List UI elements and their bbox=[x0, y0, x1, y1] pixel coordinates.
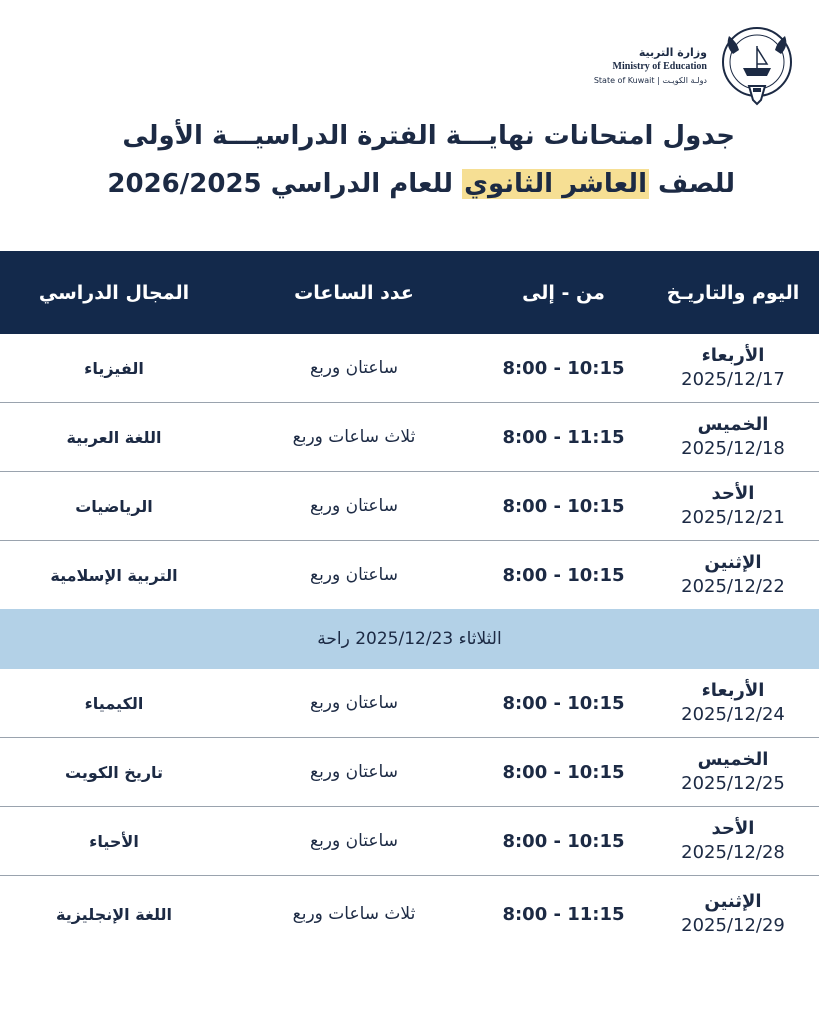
time-range: 8:00 - 10:15 bbox=[480, 738, 647, 807]
ministry-name-en: Ministry of Education bbox=[612, 60, 707, 72]
time-range: 8:00 - 10:15 bbox=[480, 669, 647, 738]
grade-highlight: العاشر الثانوي bbox=[464, 169, 647, 199]
header-time-range: من - إلى bbox=[480, 251, 647, 334]
table-row bbox=[0, 669, 819, 738]
title-suffix: للعام الدراسي bbox=[261, 169, 463, 199]
time-range: 8:00 - 11:15 bbox=[502, 903, 625, 925]
table-row bbox=[0, 807, 819, 876]
exam-date: 2025/12/25 bbox=[681, 773, 785, 794]
time-range: 8:00 - 10:15 bbox=[502, 564, 625, 586]
table-row bbox=[0, 403, 819, 472]
day-cell bbox=[647, 669, 819, 738]
subject: اللغة العربية bbox=[0, 403, 228, 472]
subject: تاريخ الكويت bbox=[0, 738, 228, 807]
title-prefix: للصف bbox=[648, 169, 735, 199]
page-title bbox=[75, 112, 735, 208]
kuwait-emblem-icon bbox=[719, 24, 795, 106]
table-row bbox=[0, 334, 819, 403]
time-range: 8:00 - 10:15 bbox=[480, 334, 647, 403]
subject: الكيمياء bbox=[0, 669, 228, 738]
day-cell bbox=[647, 403, 819, 472]
subject: اللغة الإنجليزية bbox=[56, 904, 172, 924]
exam-schedule-table bbox=[0, 251, 819, 952]
subject: الأحياء bbox=[0, 807, 228, 876]
day-cell bbox=[647, 472, 819, 541]
table-row bbox=[0, 876, 819, 953]
table-row bbox=[0, 541, 819, 610]
time-range: 8:00 - 11:15 bbox=[480, 403, 647, 472]
duration: ساعتان وربع bbox=[228, 669, 480, 738]
exam-date: 2025/12/24 bbox=[681, 704, 785, 725]
day-name: الإثنين bbox=[704, 891, 762, 912]
academic-year: 2026/2025 bbox=[107, 169, 262, 199]
day-name: الخميس bbox=[697, 749, 769, 770]
day-name: الأحد bbox=[711, 818, 755, 839]
title-line-2 bbox=[75, 160, 735, 208]
day-cell bbox=[647, 334, 819, 403]
duration: ساعتان وربع bbox=[310, 565, 398, 585]
exam-date: 2025/12/17 bbox=[681, 369, 785, 390]
time-range: 8:00 - 10:15 bbox=[480, 472, 647, 541]
day-name: الأربعاء bbox=[701, 680, 765, 701]
duration: ساعتان وربع bbox=[228, 334, 480, 403]
exam-date: 2025/12/21 bbox=[681, 507, 785, 528]
exam-date: 2025/12/29 bbox=[681, 915, 785, 936]
time-range: 8:00 - 10:15 bbox=[480, 807, 647, 876]
header-subject: المجال الدراسي bbox=[0, 251, 228, 334]
subject: الرياضيات bbox=[0, 472, 228, 541]
exam-date: 2025/12/18 bbox=[681, 438, 785, 459]
title-line-1: جدول امتحانات نهايـــة الفترة الدراسيـــة الأولى bbox=[122, 121, 735, 151]
day-name: الأحد bbox=[711, 483, 755, 504]
day-cell bbox=[647, 807, 819, 876]
table-header-row bbox=[0, 251, 819, 334]
exam-date: 2025/12/22 bbox=[681, 576, 785, 597]
header-hours: عدد الساعات bbox=[228, 251, 480, 334]
subject: التربية الإسلامية bbox=[50, 565, 178, 585]
day-cell bbox=[647, 738, 819, 807]
duration: ثلاث ساعات وربع bbox=[228, 403, 480, 472]
exam-date: 2025/12/28 bbox=[681, 842, 785, 863]
state-line: State of Kuwait | دولـة الكويـت bbox=[593, 75, 707, 85]
subject: الفيزياء bbox=[0, 334, 228, 403]
state-name-en: State of Kuwait bbox=[593, 75, 655, 85]
header-day-date: اليوم والتاريـخ bbox=[647, 251, 819, 334]
day-name: الخميس bbox=[697, 414, 769, 435]
state-name-ar: دولـة الكويـت bbox=[662, 75, 707, 85]
day-cell bbox=[647, 876, 819, 953]
day-name: الأربعاء bbox=[701, 345, 765, 366]
page-header bbox=[594, 24, 795, 106]
rest-day-row bbox=[0, 609, 819, 669]
ministry-name-ar: وزارة التربية bbox=[638, 45, 707, 59]
duration: ساعتان وربع bbox=[228, 807, 480, 876]
table-row bbox=[0, 738, 819, 807]
day-name: الإثنين bbox=[704, 552, 762, 573]
day-cell bbox=[647, 541, 819, 610]
duration: ساعتان وربع bbox=[228, 738, 480, 807]
duration: ثلاث ساعات وربع bbox=[292, 904, 416, 924]
table-row bbox=[0, 472, 819, 541]
rest-day-text: الثلاثاء 2025/12/23 راحة bbox=[0, 609, 819, 669]
duration: ساعتان وربع bbox=[228, 472, 480, 541]
ministry-block bbox=[594, 46, 707, 85]
